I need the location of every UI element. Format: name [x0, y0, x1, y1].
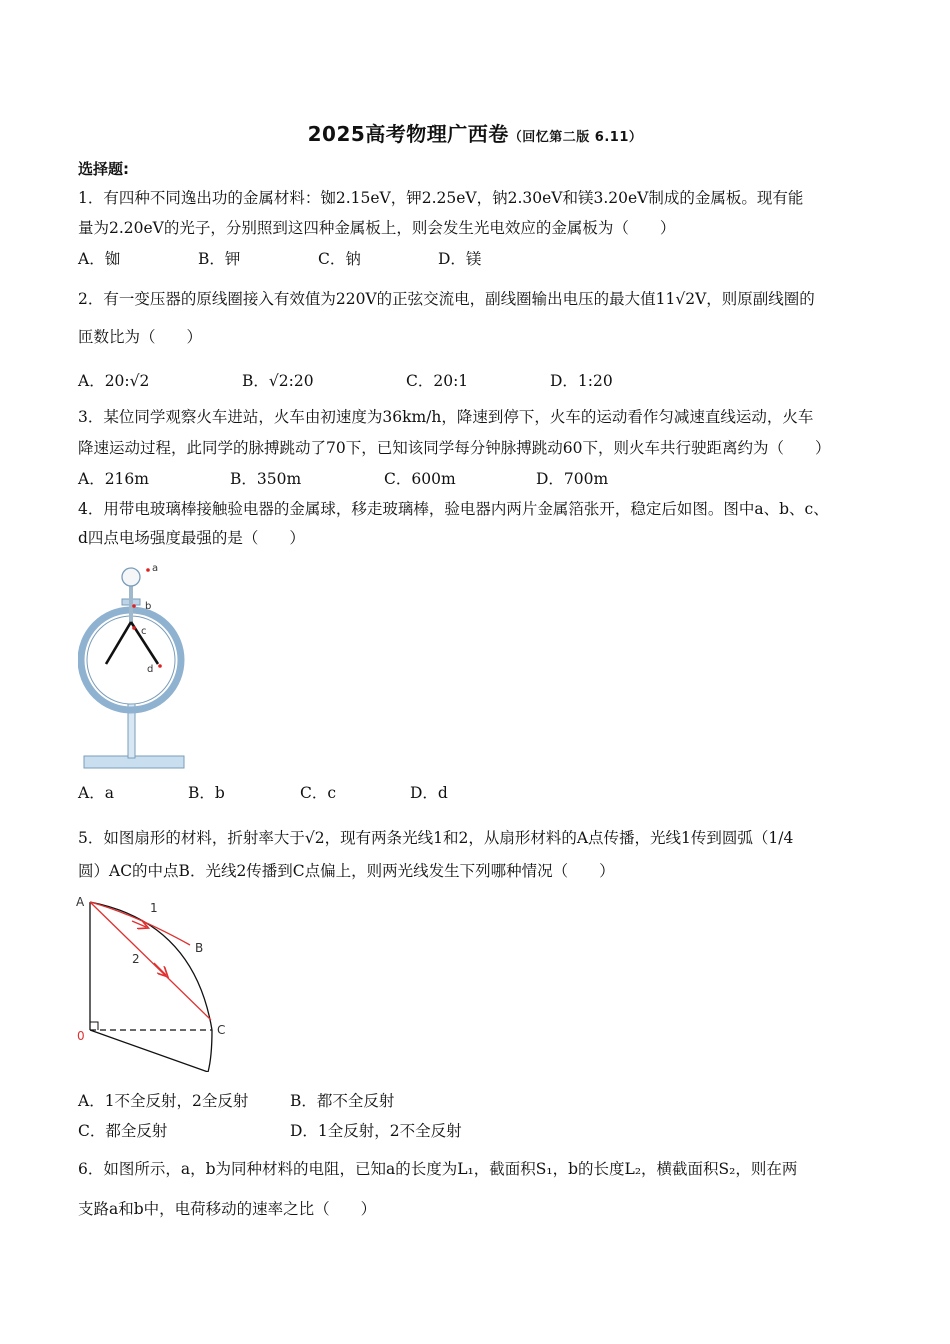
q2-line2: 匝数比为（ ）	[78, 328, 203, 346]
q2-option-a[interactable]: A．20:√2	[78, 372, 150, 390]
q1-option-c[interactable]: C．钠	[318, 250, 361, 268]
label-B: B	[195, 941, 204, 955]
q3-option-d[interactable]: D．700m	[536, 470, 609, 488]
q4-option-b[interactable]: B．b	[188, 784, 225, 802]
q2-option-d[interactable]: D．1:20	[550, 372, 613, 390]
q5-option-a[interactable]: A．1不全反射，2全反射	[78, 1092, 249, 1110]
q2-line1: 2．有一变压器的原线圈接入有效值为220V的正弦交流电，副线圈输出电压的最大值11√2V，则原副线圈的	[78, 290, 815, 308]
label-2: 2	[132, 952, 140, 966]
q5-option-d[interactable]: D．1全反射，2不全反射	[290, 1122, 462, 1140]
section-label: 选择题:	[78, 160, 129, 178]
q6-line1: 6．如图所示，a，b为同种材料的电阻，已知a的长度为L₁，截面积S₁，b的长度L₂，横截面积S₂，则在两	[78, 1160, 798, 1178]
page-title: 2025高考物理广西卷（回忆第二版 6.11）	[307, 122, 643, 146]
q3-option-b[interactable]: B．350m	[230, 470, 302, 488]
electroscope-figure	[78, 560, 198, 775]
q5-option-c[interactable]: C．都全反射	[78, 1122, 168, 1140]
q4-line1: 4．用带电玻璃棒接触验电器的金属球，移走玻璃棒，验电器内两片金属箔张开，稳定后如图。图中a、b、c、	[78, 500, 829, 518]
q4-option-d[interactable]: D．d	[410, 784, 448, 802]
q5-line1: 5．如图扇形的材料，折射率大于√2，现有两条光线1和2，从扇形材料的A点传播，光线1传到圆弧（1/4	[78, 829, 794, 847]
q4-option-c[interactable]: C．c	[300, 784, 337, 802]
q1-option-a[interactable]: A．铷	[78, 250, 121, 268]
label-O: 0	[77, 1029, 85, 1043]
q3-option-c[interactable]: C．600m	[384, 470, 456, 488]
q2-option-c[interactable]: C．20:1	[406, 372, 469, 390]
q4-option-a[interactable]: A．a	[78, 784, 114, 802]
label-b: b	[145, 601, 152, 612]
label-a: a	[152, 563, 159, 574]
q5-line2: 圆）AC的中点B．光线2传播到C点偏上，则两光线发生下列哪种情况（ ）	[78, 862, 615, 880]
q1-line2: 量为2.20eV的光子，分别照到这四种金属板上，则会发生光电效应的金属板为（ ）	[78, 219, 676, 237]
q3-line1: 3．某位同学观察火车进站，火车由初速度为36km/h，降速到停下，火车的运动看作匀减速直线运动，火车	[78, 408, 814, 426]
label-A: A	[76, 895, 85, 909]
q1-option-b[interactable]: B．钾	[198, 250, 241, 268]
sector-figure	[74, 892, 244, 1072]
q5-option-b[interactable]: B．都不全反射	[290, 1092, 395, 1110]
q1-line1: 1．有四种不同逸出功的金属材料：铷2.15eV，钾2.25eV，钠2.30eV和镁3.20eV制成的金属板。现有能	[78, 189, 804, 207]
q2-option-b[interactable]: B．√2:20	[242, 372, 314, 390]
q6-line2: 支路a和b中，电荷移动的速率之比（ ）	[78, 1200, 377, 1218]
q3-option-a[interactable]: A．216m	[78, 470, 149, 488]
q4-line2: d四点电场强度最强的是（ ）	[78, 529, 305, 547]
label-1: 1	[150, 901, 158, 915]
label-C: C	[217, 1023, 226, 1037]
label-c: c	[141, 626, 147, 637]
q1-option-d[interactable]: D．镁	[438, 250, 482, 268]
q3-line2: 降速运动过程，此同学的脉搏跳动了70下，已知该同学每分钟脉搏跳动60下，则火车共行驶距离约为（ ）	[78, 439, 831, 457]
label-d: d	[147, 664, 154, 675]
